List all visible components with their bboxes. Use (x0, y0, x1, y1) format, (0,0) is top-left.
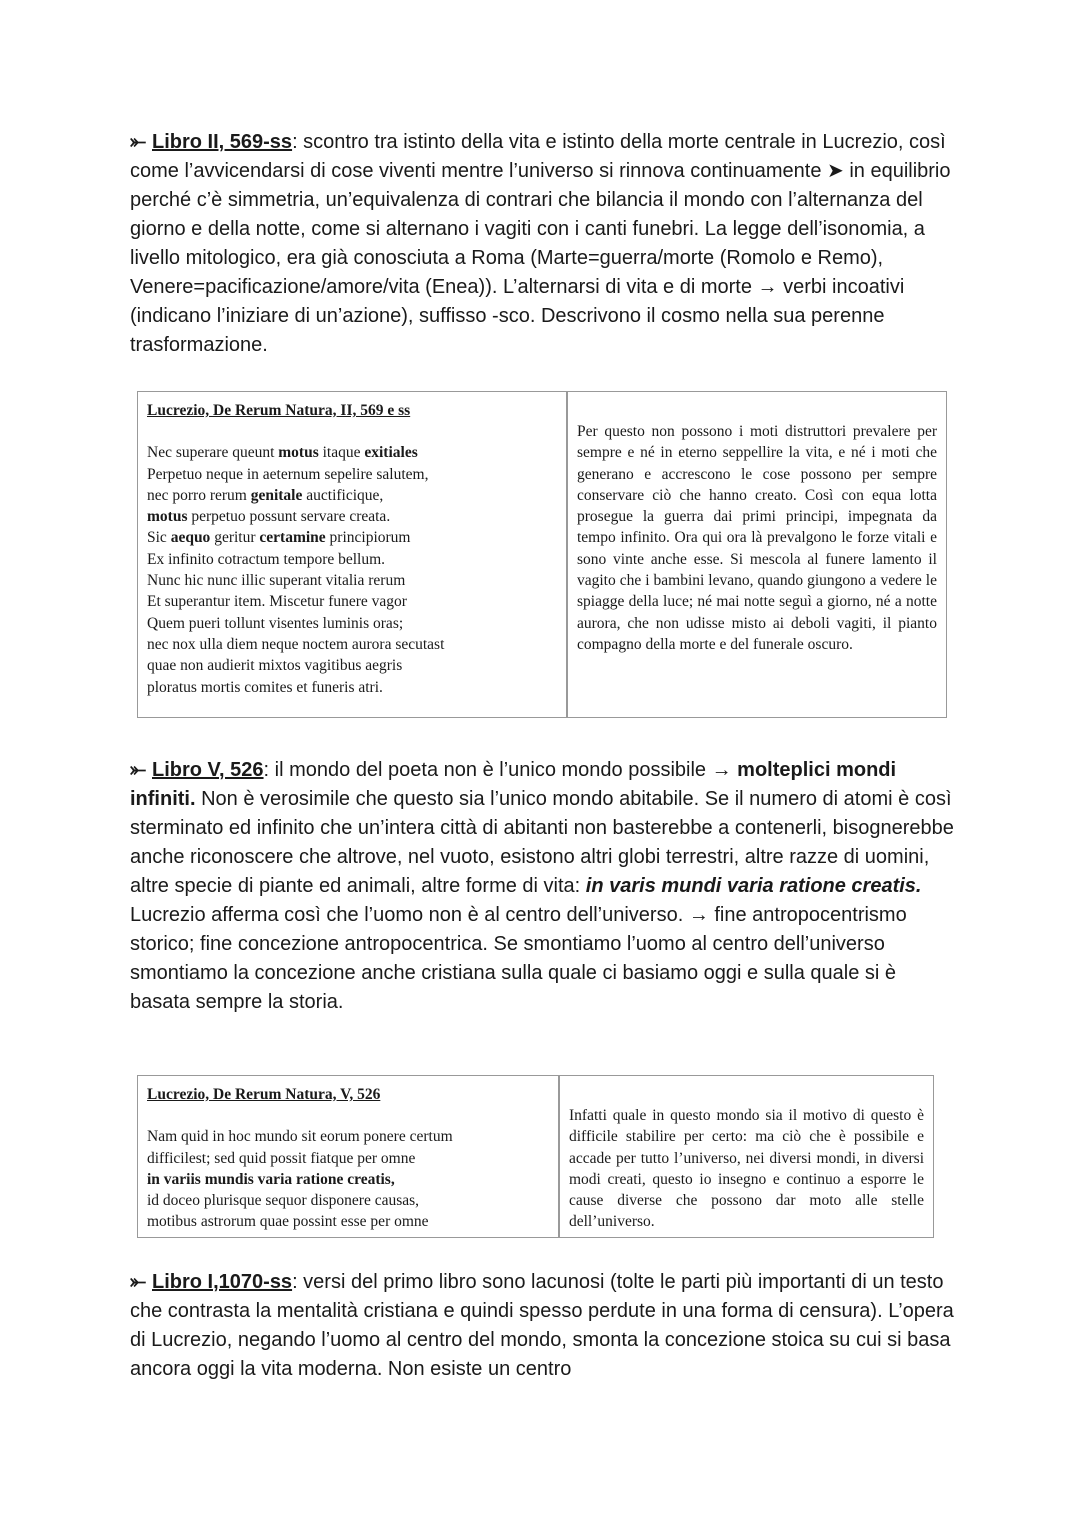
latin-verse-line: Ex infinito cotractum tempore bellum. (147, 550, 386, 568)
latin-verse-line: Nam quid in hoc mundo sit eorum ponere certum (147, 1128, 453, 1146)
paragraph-text: : versi del primo libro sono lacunosi (tolte le parti più importanti di un testo che contrasta la mentalità cristiana e quindi spesso perdute in una forma di censura). L’opera di Lucrezio, negando l’uomo al centro del mondo, smonta la concezione stoica su cui si basa ancora oggi la vita moderna. Non esiste un centro (130, 1271, 954, 1380)
latin-verses (147, 442, 557, 698)
latin-verse-line: Perpetuo neque in aeternum sepelire salutem, (147, 465, 429, 483)
latin-verse-line: motus perpetuo possunt servare creata. (147, 508, 391, 526)
quote-title: Lucrezio, De Rerum Natura, II, 569 e ss (147, 402, 411, 419)
bullet-arrow-icon: ⤜ (130, 131, 146, 153)
latin-verse-line: Quem pueri tollunt visentes luminis oras; (147, 614, 404, 632)
paragraph-text: in equilibrio perché c’è simmetria, un’equivalenza di contrari che bilancia il mondo con l’alternanza del giorno e della notte, come si alternano i vagiti con i canti funebri. La legge dell’isonomia, a livello mitologico, era già conosciuta a Roma (Marte=guerra/morte (Romolo e Remo), Venere=pacificazione/amore/vita (Enea)). L’alternarsi di vita e di morte → verbi incoativi (indicano l’iniziare di un’azione), suffisso -sco. Descrivono il cosmo nella sua perenne trasformazione. (130, 160, 951, 356)
latin-verse-line: Nec superare queunt motus itaque exitiales (147, 444, 418, 462)
latin-verse-line: ploratus mortis comites et funeris atri. (147, 678, 383, 696)
reference-libro-i: Libro I,1070-ss (152, 1271, 293, 1293)
latin-verse-line: in variis mundis varia ratione creatis, (147, 1170, 395, 1188)
arrowhead-icon: ➤ (827, 160, 844, 182)
reference-libro-ii: Libro II, 569-ss (152, 131, 293, 153)
quote-table-libro-ii (137, 391, 947, 718)
paragraph-libro-ii (130, 128, 960, 360)
paragraph-text: Non è verosimile che questo sia l’unico mondo abitabile. Se il numero di atomi è così sterminato ed infinito che un’intera città di abitanti non basterebbe a contenerli, bisognerebbe anche riconoscere che altrove, nel vuoto, esistono altri globi terrestri, altre razze di uomini, altre specie di piante ed animali, altre forme di vita: (130, 788, 954, 897)
latin-column (138, 1076, 560, 1238)
paragraph-libro-v (130, 756, 960, 1017)
paragraph-libro-i (130, 1268, 960, 1384)
bullet-arrow-icon: ⤜ (130, 759, 146, 781)
latin-verse-line: id doceo plurisque sequor disponere causas, (147, 1192, 420, 1210)
latin-verse-line: nec nox ulla diem neque noctem aurora secutast (147, 635, 445, 653)
latin-verses (147, 1126, 549, 1232)
latin-verse-line: quae non audierit mixtos vagitibus aegris (147, 657, 403, 675)
italian-translation: Infatti quale in questo mondo sia il motivo di questo è difficile stabilire per certo: ma ciò che è possibile e accade per tutto l’universo, nei diversi mondi, in diversi modi creati, questo io insegno e continuo a esporre le cause diverse che possono dar moto alle stelle dell’universo. (569, 1107, 924, 1231)
bullet-arrow-icon: ⤜ (130, 1271, 146, 1293)
quote-table-libro-v (137, 1075, 934, 1238)
latin-quote-phrase: in varis mundi varia ratione creatis. (585, 875, 922, 897)
latin-column (138, 392, 568, 718)
latin-verse-line: nec porro rerum genitale auctificique, (147, 486, 384, 504)
italian-column (567, 392, 947, 718)
latin-verse-line: difficilest; sed quid possit fiatque per omne (147, 1149, 416, 1167)
quote-title: Lucrezio, De Rerum Natura, V, 526 (147, 1086, 381, 1103)
italian-translation: Per questo non possono i moti distruttori prevalere per sempre e né in eterno seppellire la vita, e né i moti che generano e accrescono le cose possono per sempre conservare ciò che hanno creato. Così con equa lotta prosegue la guerra dai primi principi, impegnata da tempo infinito. Ora qui ora là prevalgono le forze vitali e sono vinte anche esse. Si mescola al funere lamento il vagito che i bambini levano, quando giungono a vedere le spiagge della luce; né mai notte seguì a giorno, né a notte aurora, che non udisse misto ai deboli vagiti, il pianto compagno della morte e del funerale oscuro. (577, 423, 937, 653)
italian-column (559, 1076, 934, 1238)
latin-verse-line: Nunc hic nunc illic superant vitalia rerum (147, 572, 406, 590)
paragraph-text: : il mondo del poeta non è l’unico mondo possibile → (263, 759, 738, 781)
latin-verse-line: Et superantur item. Miscetur funere vagor (147, 593, 407, 611)
paragraph-text: : scontro tra istinto della vita e istinto della morte centrale in Lucrezio, così come l’avvicendarsi di cose viventi mentre l’universo si rinnova continuamente (130, 131, 946, 182)
latin-verse-line: motibus astrorum quae possint esse per omne (147, 1213, 429, 1231)
latin-verse-line: Sic aequo geritur certamine principiorum (147, 529, 411, 547)
bold-phrase: molteplici mondi infiniti. (130, 759, 897, 810)
reference-libro-v: Libro V, 526 (152, 759, 264, 781)
paragraph-text: Lucrezio afferma così che l’uomo non è al centro dell’universo. → fine antropocentrismo storico; fine concezione antropocentrica. Se smontiamo l’uomo al centro dell’universo smontiamo la concezione anche cristiana sulla quale ci basiamo oggi e sulla quale si è basata sempre la storia. (130, 904, 907, 1013)
